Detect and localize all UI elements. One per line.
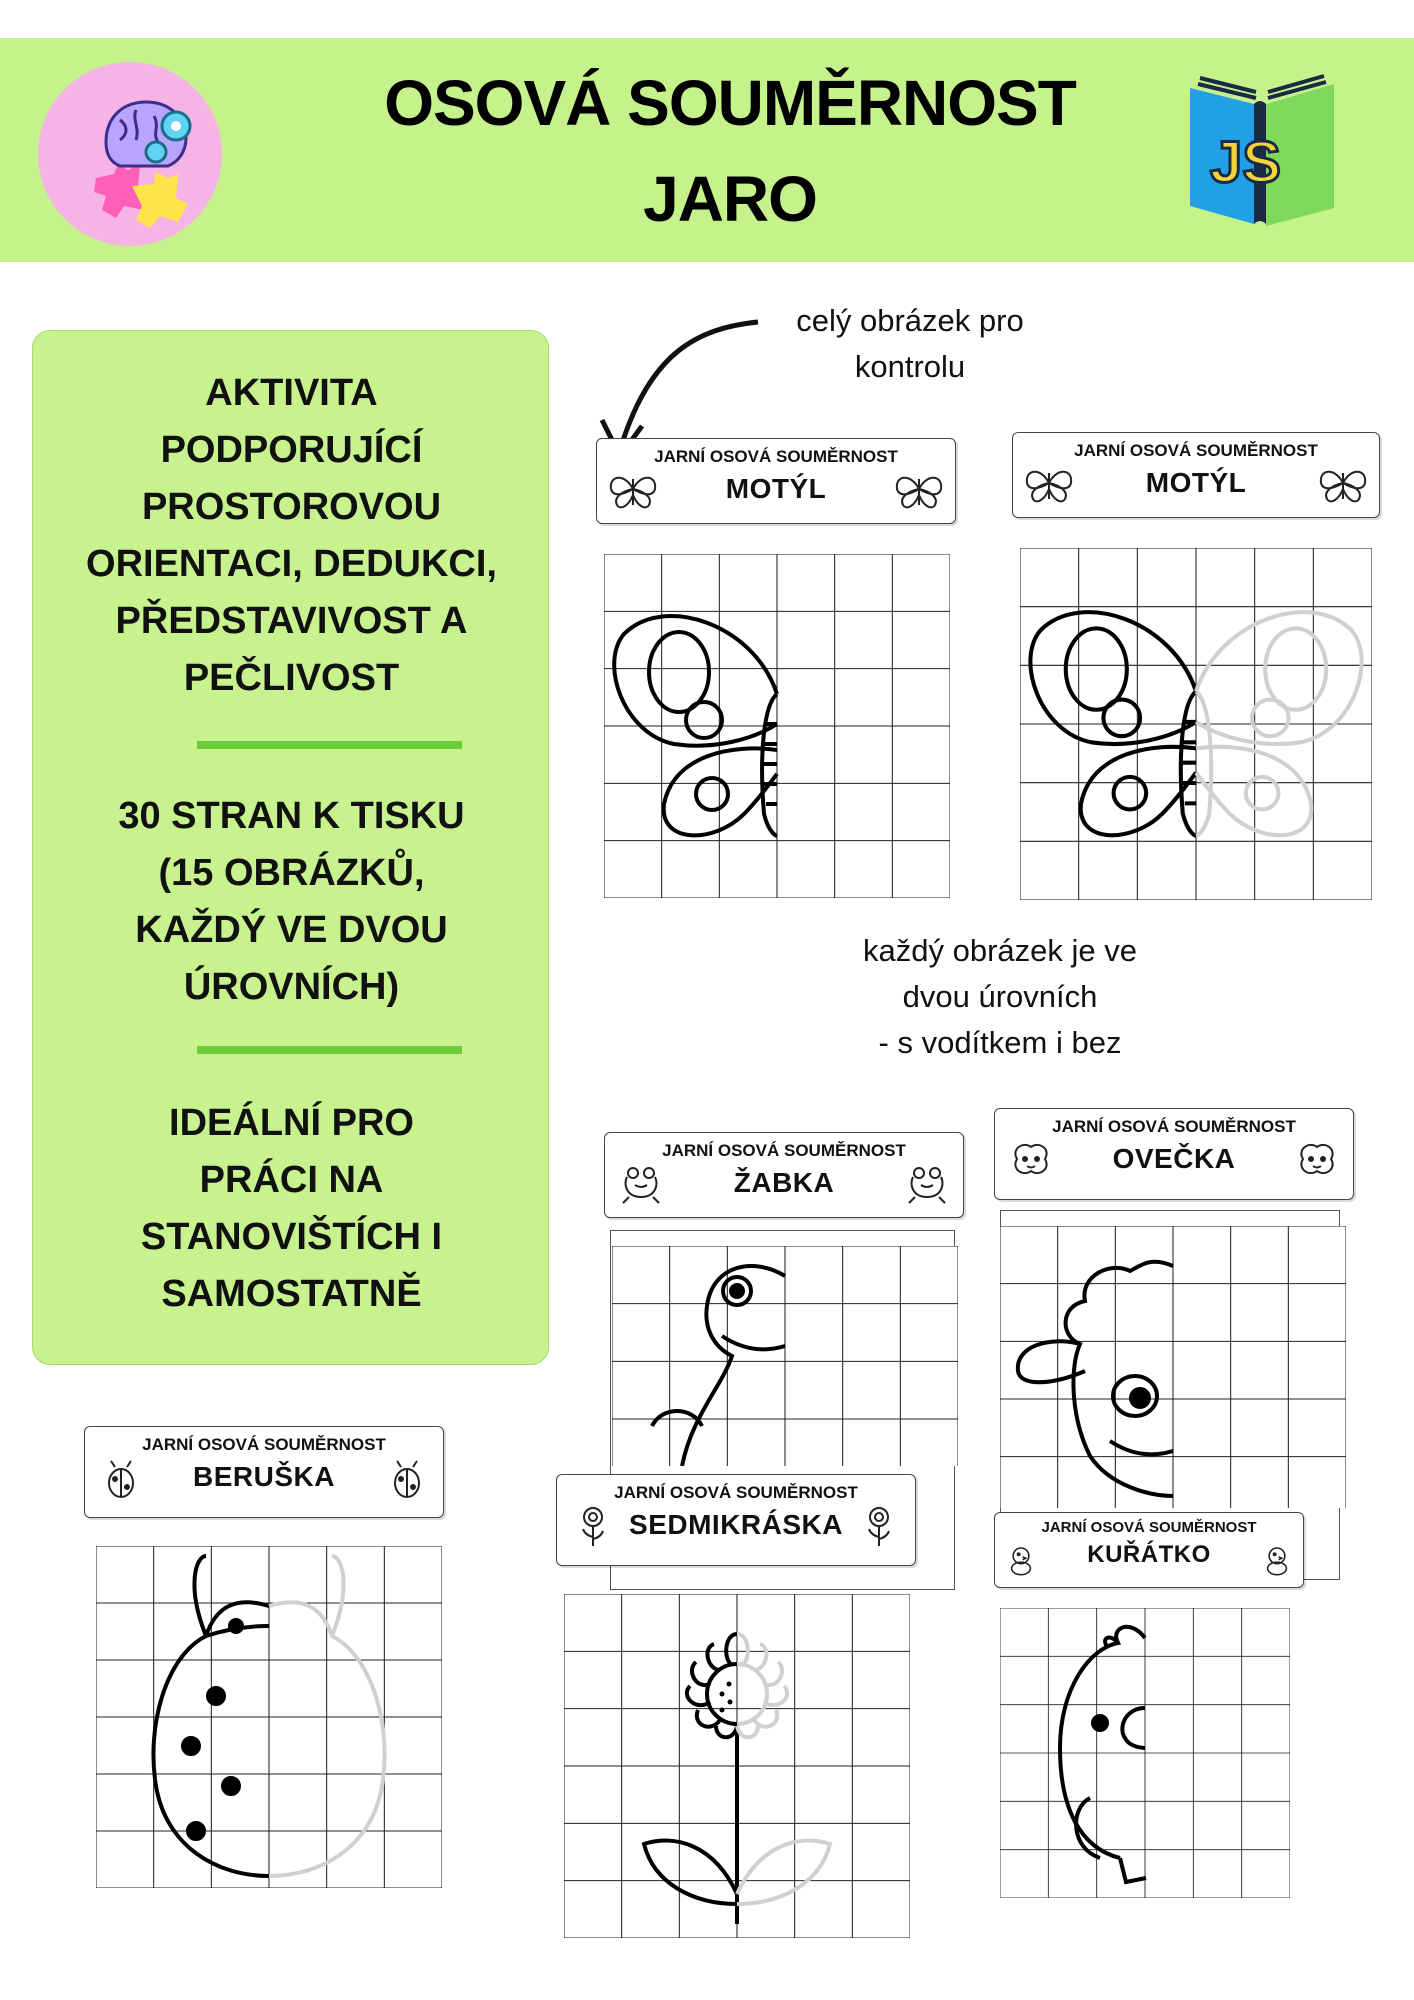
butterfly-half-drawing [604, 554, 950, 898]
worksheet-grid-beruska [96, 1546, 442, 1888]
divider [197, 741, 462, 749]
note-line: kontrolu [854, 349, 966, 384]
info-line: 30 STRAN K TISKU [118, 795, 465, 837]
ladybug-icon [93, 1457, 149, 1501]
card-name: SEDMIKRÁSKA [629, 1509, 843, 1540]
sheep-icon [1289, 1139, 1345, 1183]
card-subtitle: JARNÍ OSOVÁ SOUMĚRNOST [654, 447, 898, 466]
card-kuratko [994, 1512, 1304, 1588]
butterfly-icon [1021, 463, 1077, 507]
sheep-half-drawing [1000, 1226, 1346, 1508]
card-zabka [604, 1132, 964, 1218]
info-line: AKTIVITA [205, 372, 378, 414]
worksheet-grid-ovecka [1000, 1226, 1346, 1508]
info-line: STANOVIŠTÍCH I [140, 1216, 443, 1258]
info-line: IDEÁLNÍ PRO [169, 1102, 414, 1144]
frog-icon [613, 1163, 669, 1207]
info-block-usage [33, 1095, 550, 1323]
info-block-activity [33, 365, 550, 707]
card-name: MOTÝL [1145, 467, 1247, 498]
card-beruska [84, 1426, 444, 1518]
info-line: PRÁCI NA [199, 1159, 384, 1201]
logo-letters: JS [1210, 130, 1281, 195]
card-subtitle: JARNÍ OSOVÁ SOUMĚRNOST [1074, 441, 1318, 460]
note-two-levels [820, 928, 1180, 1066]
card-name: OVEČKA [1112, 1143, 1236, 1174]
page-subtitle: JARO [643, 163, 817, 235]
info-panel [32, 330, 549, 1365]
chick-icon [1255, 1539, 1299, 1579]
card-motyl [596, 438, 956, 524]
note-full-picture [740, 298, 1080, 390]
card-subtitle: JARNÍ OSOVÁ SOUMĚRNOST [662, 1141, 906, 1160]
card-motyl [1012, 432, 1380, 518]
worksheet-grid-motyl [604, 554, 950, 898]
card-subtitle: JARNÍ OSOVÁ SOUMĚRNOST [142, 1435, 386, 1454]
info-line: SAMOSTATNĚ [161, 1273, 422, 1315]
note-line: dvou úrovních [902, 979, 1098, 1014]
info-line: PODPORUJÍCÍ [160, 429, 423, 471]
card-ovecka [994, 1108, 1354, 1200]
note-line: každý obrázek je ve [863, 933, 1137, 968]
card-subtitle: JARNÍ OSOVÁ SOUMĚRNOST [614, 1483, 858, 1502]
brain-puzzle-logo-icon [36, 60, 224, 248]
info-line: KAŽDÝ VE DVOU [135, 909, 448, 951]
card-name: ŽABKA [733, 1167, 835, 1198]
daisy-drawing [564, 1594, 910, 1938]
chick-icon [999, 1539, 1043, 1579]
info-line: PROSTOROVOU [141, 486, 442, 528]
worksheet-grid-zabka [612, 1246, 958, 1466]
ladybug-drawing [96, 1546, 442, 1888]
note-line: celý obrázek pro [796, 303, 1024, 338]
frog-half-drawing [612, 1246, 958, 1466]
info-line: PŘEDSTAVIVOST A [115, 600, 468, 642]
info-line: (15 OBRÁZKŮ, [158, 852, 425, 894]
daisy-icon [851, 1505, 907, 1549]
info-line: ÚROVNÍCH) [183, 966, 400, 1008]
sheep-icon [1003, 1139, 1059, 1183]
worksheet-grid-kuratko [1000, 1608, 1290, 1898]
frog-icon [899, 1163, 955, 1207]
info-block-pages [33, 788, 550, 1016]
card-name: KUŘÁTKO [1087, 1541, 1211, 1568]
info-line: PEČLIVOST [183, 657, 400, 699]
butterfly-icon [891, 469, 947, 513]
worksheet-grid-motyl-full [1020, 548, 1372, 900]
daisy-icon [565, 1505, 621, 1549]
chick-drawing [1000, 1608, 1290, 1898]
butterfly-icon [605, 469, 661, 513]
card-name: MOTÝL [725, 473, 827, 504]
open-book-js-logo-icon [1170, 64, 1350, 232]
card-name: BERUŠKA [193, 1461, 335, 1492]
card-subtitle: JARNÍ OSOVÁ SOUMĚRNOST [1052, 1117, 1296, 1136]
page-title: OSOVÁ SOUMĚRNOST [384, 67, 1076, 139]
worksheet-grid-sedmikraska [564, 1594, 910, 1938]
card-subtitle: JARNÍ OSOVÁ SOUMĚRNOST [1041, 1519, 1257, 1536]
card-sedmikraska [556, 1474, 916, 1566]
info-line: ORIENTACI, DEDUKCI, [86, 543, 497, 585]
note-line: - s vodítkem i bez [878, 1025, 1122, 1060]
butterfly-icon [1315, 463, 1371, 507]
butterfly-full-drawing [1020, 548, 1372, 900]
divider [197, 1046, 462, 1054]
ladybug-icon [379, 1457, 435, 1501]
